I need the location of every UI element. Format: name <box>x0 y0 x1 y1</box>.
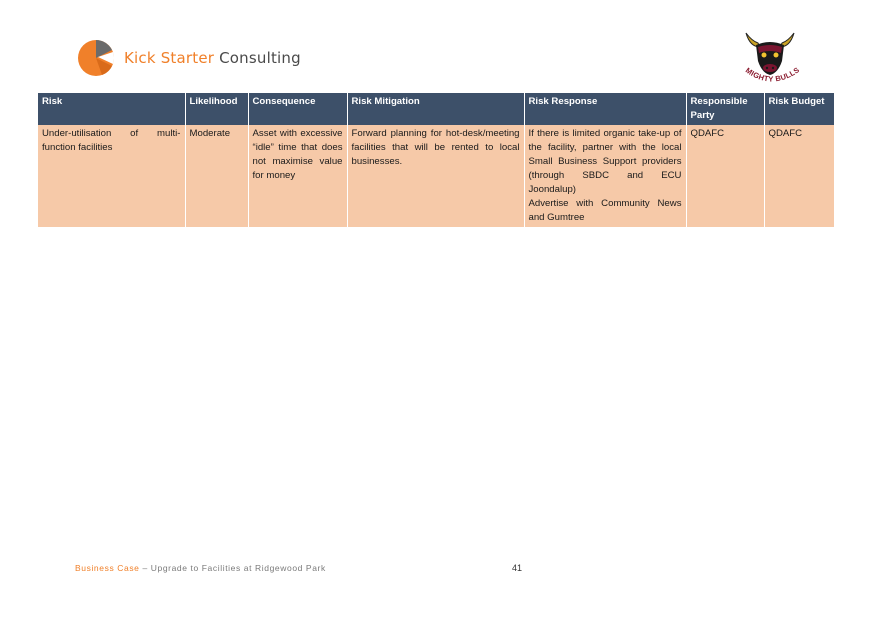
logo-word-consulting: Consulting <box>219 49 301 67</box>
mighty-bulls-textpath: MIGHTY BULLS <box>743 65 802 84</box>
cell-mitigation: Forward planning for hot-desk/meeting facilities that will be rented to local businesses. <box>347 125 524 227</box>
header-likelihood: Likelihood <box>185 93 248 125</box>
cell-risk: Under-utilisation of multi-function facilities <box>38 125 185 227</box>
table-header-row <box>38 93 834 125</box>
logo-text <box>124 49 301 67</box>
cell-consequence: Asset with excessive “idle” time that does not maximise value for money <box>248 125 347 227</box>
logo-word-kick-starter: Kick Starter <box>124 49 215 67</box>
kick-starter-logo <box>76 38 301 78</box>
header-consequence: Consequence <box>248 93 347 125</box>
page-number: 41 <box>512 563 523 573</box>
footer-doc-type: Business Case <box>75 563 140 573</box>
header-risk-mitigation: Risk Mitigation <box>347 93 524 125</box>
cell-risk-budget: QDAFC <box>764 125 834 227</box>
response-text-1: If there is limited organic take-up of the facility, partner with the local Small Business Support providers (through SBDC and ECU Joondalup) <box>528 128 682 195</box>
cell-response <box>524 125 686 227</box>
cell-responsible-party: QDAFC <box>686 125 764 227</box>
header-risk: Risk <box>38 93 185 125</box>
cell-likelihood: Moderate <box>185 125 248 227</box>
header-risk-budget: Risk Budget <box>764 93 834 125</box>
header-responsible-party: Responsible Party <box>686 93 764 125</box>
footer-doc-subtitle: – Upgrade to Facilities at Ridgewood Park <box>139 563 326 573</box>
table-row <box>38 125 834 227</box>
risk-table <box>38 93 835 227</box>
header-risk-response: Risk Response <box>524 93 686 125</box>
footer-document-title <box>75 563 326 573</box>
pie-chart-logo-icon <box>76 38 118 78</box>
mighty-bulls-logo-icon <box>736 27 806 89</box>
response-text-2: Advertise with Community News and Gumtree <box>528 198 682 223</box>
